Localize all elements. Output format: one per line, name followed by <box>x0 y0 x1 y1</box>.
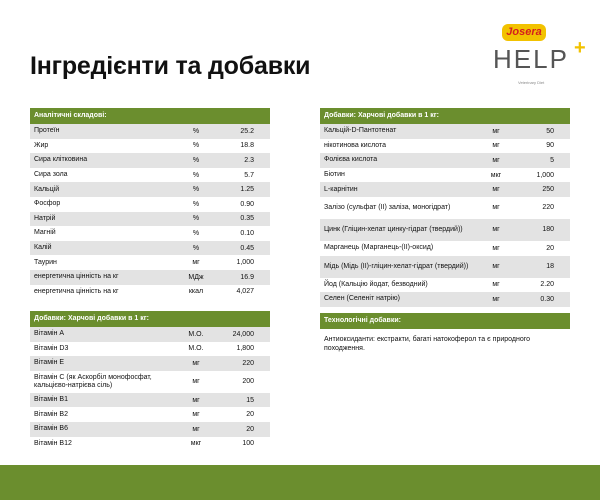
nutrient-name: Натрій <box>34 214 56 222</box>
nutrient-name: Протеїн <box>34 127 60 135</box>
page-title: Інгредієнти та добавки <box>30 52 311 80</box>
value: 20 <box>246 425 254 433</box>
nutrient-name: Кальцій <box>34 185 60 193</box>
table-row <box>30 407 270 422</box>
plus-icon: + <box>574 37 586 59</box>
nutrient-name: Мідь (Мідь (II)-гліцин-хелат-гідрат (твердий)) <box>324 262 469 270</box>
table-row <box>320 278 570 293</box>
value: 100 <box>242 440 254 448</box>
value: 1,800 <box>236 345 254 353</box>
table-row <box>30 168 270 183</box>
table-row <box>30 285 270 300</box>
nutrient-name: Таурин <box>34 258 57 266</box>
value: 220 <box>542 204 554 212</box>
table-row <box>30 139 270 154</box>
nutrient-name: Магній <box>34 229 56 237</box>
value: 180 <box>542 226 554 234</box>
vitamins-header: Добавки: Харчові добавки в 1 кг: <box>30 311 270 327</box>
unit: мг <box>492 295 500 303</box>
table-row <box>320 219 570 241</box>
unit: мг <box>492 263 500 271</box>
table-row <box>30 182 270 197</box>
value: 0.10 <box>240 229 254 237</box>
unit: мг <box>492 156 500 164</box>
unit: % <box>192 244 200 252</box>
nutrient-name: Вітамін D3 <box>34 344 69 352</box>
value: 20 <box>546 244 554 252</box>
unit: мг <box>492 127 500 135</box>
value: 0.45 <box>240 244 254 252</box>
unit: мг <box>192 359 200 367</box>
nutrient-name: Кальцій-D-Пантотенат <box>324 127 397 135</box>
table-row <box>30 153 270 168</box>
nutrient-name: енергетична цінність на кг <box>34 287 119 295</box>
nutrient-name: Залізо (сульфат (II) заліза, моногідрат) <box>324 203 451 211</box>
vitamins-table <box>30 311 270 451</box>
unit: мг <box>492 186 500 194</box>
value: 250 <box>542 186 554 194</box>
nutrient-name: Фосфор <box>34 200 61 208</box>
value: 20 <box>246 411 254 419</box>
value: 5 <box>550 156 554 164</box>
value: 15 <box>246 396 254 404</box>
value: 1,000 <box>536 171 554 179</box>
unit: мг <box>492 204 500 212</box>
unit: % <box>192 156 200 164</box>
nutrient-name: нікотинова кислота <box>324 141 387 149</box>
table-row <box>320 256 570 278</box>
unit: мг <box>192 411 200 419</box>
nutrient-name: Вітамін B12 <box>34 439 72 447</box>
table-row <box>30 226 270 241</box>
unit: ккал <box>188 288 204 296</box>
unit: % <box>192 127 200 135</box>
nutrient-name: Цинк (Гліцин-хелат цинку-гідрат (твердий)) <box>324 225 463 233</box>
josera-help-logo <box>490 24 590 92</box>
table-row <box>30 393 270 408</box>
unit: мг <box>492 226 500 234</box>
nutrient-name: L-карнітин <box>324 185 358 193</box>
analytic-table <box>30 108 270 299</box>
table-row <box>30 327 270 342</box>
table-row <box>30 124 270 139</box>
nutrient-name: Фолієва кислота <box>324 156 378 164</box>
nutrient-name: Сира клітковина <box>34 156 88 164</box>
nutrient-name: Біотин <box>324 171 345 179</box>
nutrient-name: Вітамін E <box>34 359 65 367</box>
nutrient-name: Марганець (Марганець-(II)-оксид) <box>324 244 434 252</box>
unit: мг <box>492 244 500 252</box>
table-row <box>320 182 570 197</box>
value: 18 <box>546 263 554 271</box>
value: 0.30 <box>540 295 554 303</box>
table-row <box>320 124 570 139</box>
unit: % <box>192 200 200 208</box>
table-row <box>320 168 570 183</box>
nutrient-name: Жир <box>34 141 49 149</box>
table-row <box>30 356 270 371</box>
value: 2.20 <box>540 281 554 289</box>
nutrient-name: Вітамін C (як Аскорбіл монофосфат, кальцієво-натрієва сіль) <box>34 373 152 389</box>
value: 50 <box>546 127 554 135</box>
unit: мг <box>492 281 500 289</box>
value: 25.2 <box>240 127 254 135</box>
table-row <box>320 292 570 307</box>
additives-header: Добавки: Харчові добавки в 1 кг: <box>320 108 570 124</box>
nutrient-name: енергетична цінність на кг <box>34 273 119 281</box>
nutrient-name: Вітамін B6 <box>34 425 68 433</box>
table-row <box>30 437 270 452</box>
tech-header: Технологічні добавки: <box>320 313 570 329</box>
nutrient-name: Сира зола <box>34 171 68 179</box>
analytic-header: Аналітичні складові: <box>30 108 270 124</box>
additives-table <box>320 108 570 359</box>
table-row <box>320 153 570 168</box>
nutrient-name: Вітамін B1 <box>34 396 68 404</box>
value: 1,000 <box>236 259 254 267</box>
table-row <box>30 371 270 393</box>
nutrient-name: Вітамін A <box>34 330 65 338</box>
unit: МДж <box>188 273 204 281</box>
table-row <box>30 422 270 437</box>
value: 90 <box>546 142 554 150</box>
table-row <box>30 342 270 357</box>
unit: М.О. <box>188 345 204 353</box>
unit: % <box>192 215 200 223</box>
table-row <box>30 197 270 212</box>
unit: мг <box>192 396 200 404</box>
value: 4,027 <box>236 288 254 296</box>
value: 200 <box>242 378 254 386</box>
tech-text: Антиоксиданти: екстракти, багаті натокоферол та є природного походження. <box>324 335 531 352</box>
table-row <box>320 197 570 219</box>
value: 0.90 <box>240 200 254 208</box>
value: 16.9 <box>240 273 254 281</box>
logo-tagline: Veterinary Diet <box>518 80 545 85</box>
nutrient-name: Селен (Селеніт натрію) <box>324 295 400 303</box>
nutrient-name: Йод (Кальцію йодат, безводний) <box>324 280 428 288</box>
table-row <box>30 241 270 256</box>
footer-bar <box>0 465 600 500</box>
help-wordmark: HELP <box>493 44 569 74</box>
value: 2.3 <box>244 156 254 164</box>
josera-brand: Josera <box>502 24 546 41</box>
unit: % <box>192 229 200 237</box>
value: 24,000 <box>232 330 254 338</box>
value: 5.7 <box>244 171 254 179</box>
unit: % <box>192 142 200 150</box>
table-row <box>30 255 270 270</box>
unit: % <box>192 171 200 179</box>
nutrient-name: Калій <box>34 244 52 252</box>
value: 18.8 <box>240 142 254 150</box>
unit: мкг <box>490 171 502 179</box>
unit: мг <box>192 378 200 386</box>
table-row <box>320 241 570 256</box>
value: 1.25 <box>240 186 254 194</box>
unit: мкг <box>190 440 202 448</box>
value: 220 <box>242 359 254 367</box>
nutrient-name: Вітамін B2 <box>34 410 68 418</box>
table-row <box>320 139 570 154</box>
unit: мг <box>192 259 200 267</box>
value: 0.35 <box>240 215 254 223</box>
unit: мг <box>192 425 200 433</box>
unit: % <box>192 186 200 194</box>
table-row <box>30 270 270 285</box>
unit: М.О. <box>188 330 204 338</box>
table-row <box>30 212 270 227</box>
unit: мг <box>492 142 500 150</box>
